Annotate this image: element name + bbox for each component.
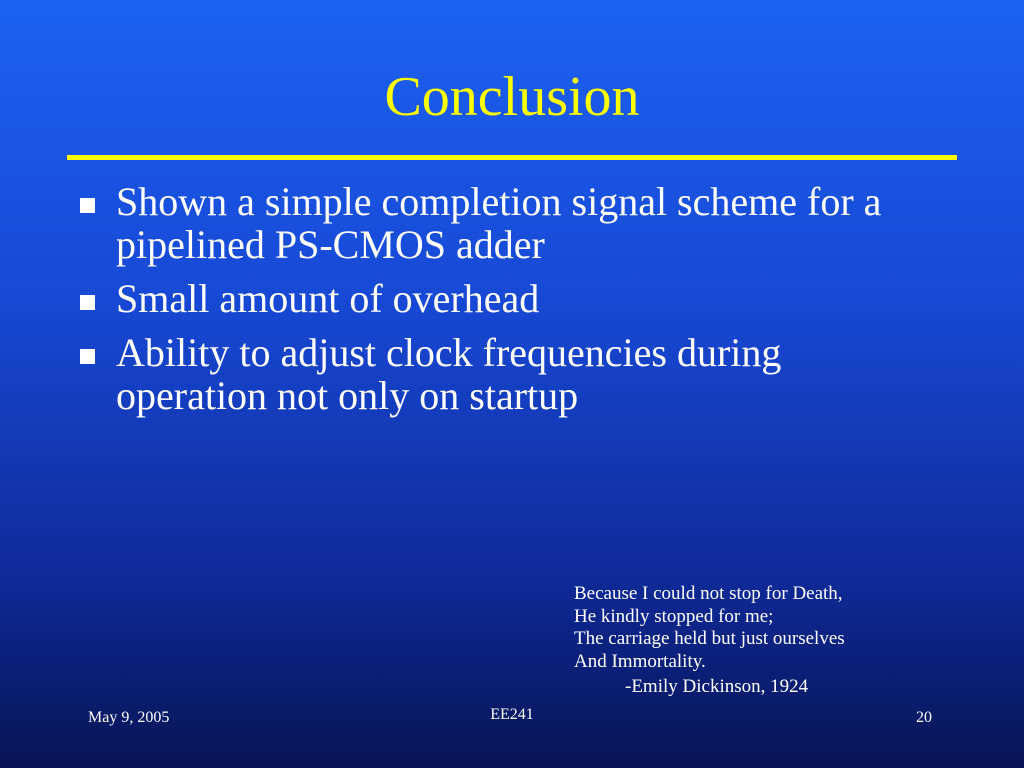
quote-line: Because I could not stop for Death,: [574, 583, 843, 604]
quote-line: He kindly stopped for me;: [574, 605, 774, 627]
page-number: 20: [916, 709, 932, 726]
bullet-item: [0, 331, 916, 417]
footer-course: EE241: [490, 706, 534, 723]
square-bullet-icon: [80, 198, 95, 213]
square-bullet-icon: [80, 349, 95, 364]
bullet-text: Shown a simple completion signal scheme for a pipelined PS-CMOS adder: [116, 179, 882, 267]
quote-line: And Immortality.: [574, 650, 706, 672]
title-underline: [67, 155, 957, 160]
slide-title: Conclusion: [384, 66, 640, 128]
footer-date: May 9, 2005: [88, 709, 170, 726]
quote-line: The carriage held but just ourselves: [574, 628, 845, 649]
poem-quote: [574, 583, 845, 673]
bullet-item: [0, 180, 916, 266]
bullet-text: Small amount of overhead: [116, 276, 540, 321]
quote-attribution: -Emily Dickinson, 1924: [625, 676, 809, 697]
bullet-list: [0, 180, 1024, 428]
square-bullet-icon: [80, 295, 95, 310]
bullet-item: [0, 277, 916, 320]
bullet-text: Ability to adjust clock frequencies during operation not only on startup: [116, 330, 782, 418]
